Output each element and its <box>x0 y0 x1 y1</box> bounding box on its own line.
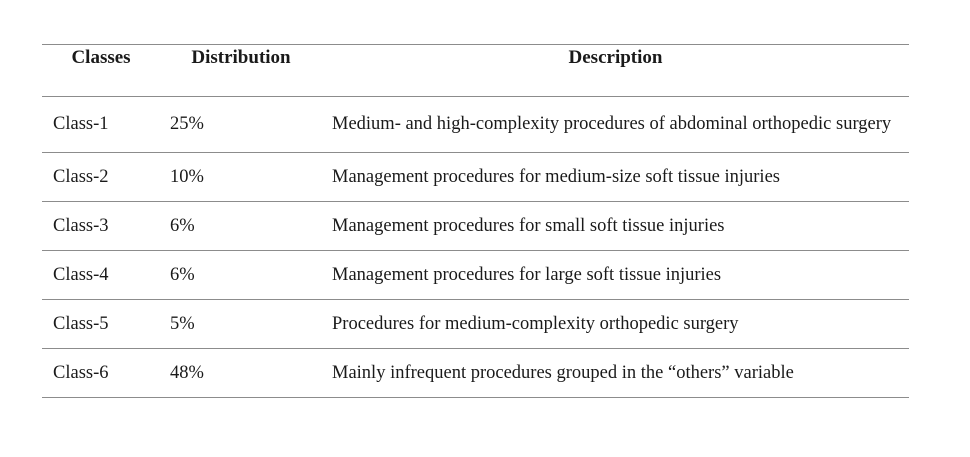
header-classes: Classes <box>71 47 131 68</box>
table-row <box>42 153 909 202</box>
cell-description: Medium- and high-complexity procedures of abdominal orthopedic surgery <box>332 114 892 134</box>
class-distribution-table <box>42 44 909 398</box>
table-row <box>42 349 909 398</box>
cell-distribution: 10% <box>170 166 204 187</box>
cell-description: Mainly infrequent procedures grouped in the “others” variable <box>332 362 794 383</box>
cell-class: Class-2 <box>53 166 109 187</box>
cell-description: Procedures for medium-complexity orthopedic surgery <box>332 313 739 334</box>
table-header <box>42 45 909 97</box>
cell-distribution: 6% <box>170 215 195 236</box>
cell-class: Class-3 <box>53 215 109 236</box>
table-row <box>42 97 909 153</box>
cell-class: Class-6 <box>53 362 109 383</box>
header-description: Description <box>568 47 663 68</box>
table-row <box>42 300 909 349</box>
cell-distribution: 25% <box>170 114 204 134</box>
cell-class: Class-4 <box>53 264 109 285</box>
class-distribution-table-container <box>42 44 909 398</box>
table-row <box>42 202 909 251</box>
cell-description: Management procedures for small soft tissue injuries <box>332 215 725 236</box>
table-body <box>42 97 909 398</box>
cell-description: Management procedures for medium-size soft tissue injuries <box>332 166 780 187</box>
cell-description: Management procedures for large soft tissue injuries <box>332 264 722 285</box>
cell-distribution: 48% <box>170 362 204 383</box>
cell-class: Class-1 <box>53 114 109 134</box>
header-distribution: Distribution <box>191 47 291 68</box>
cell-distribution: 6% <box>170 264 195 285</box>
cell-class: Class-5 <box>53 313 109 334</box>
table-row <box>42 251 909 300</box>
cell-distribution: 5% <box>170 313 195 334</box>
header-row <box>42 45 909 97</box>
